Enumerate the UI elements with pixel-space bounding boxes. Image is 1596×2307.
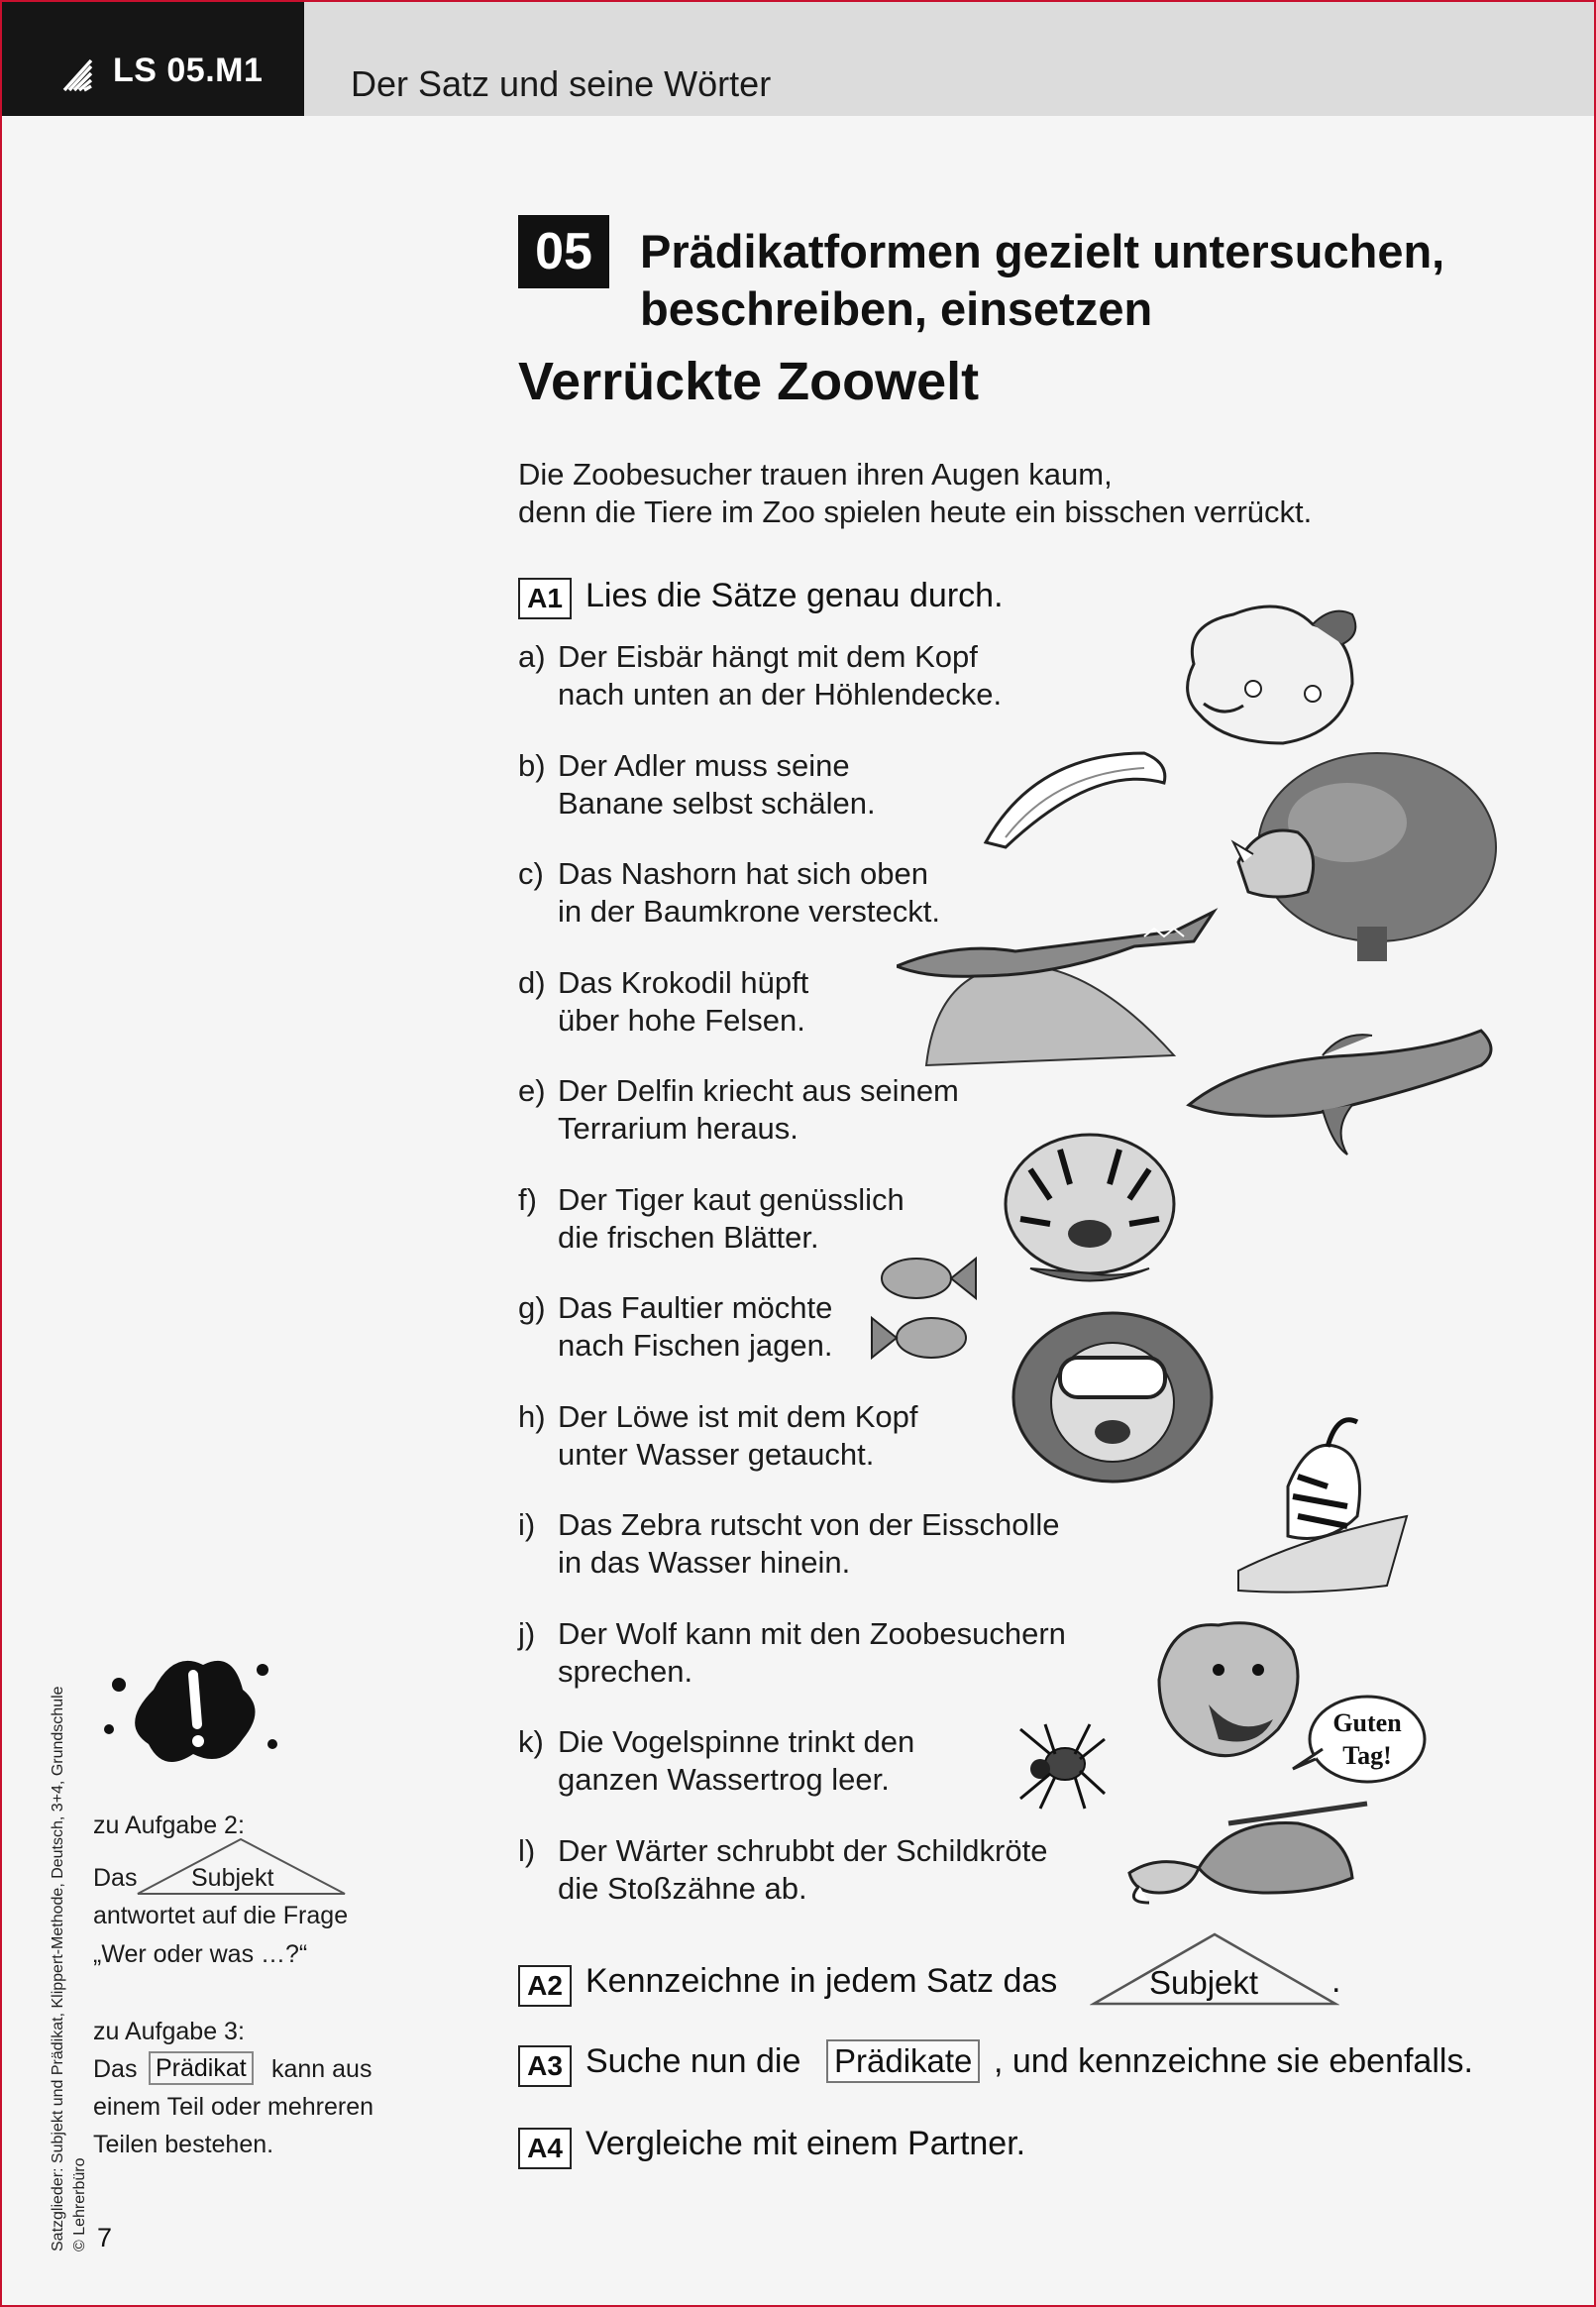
sentence-letter: f) (518, 1182, 537, 1217)
spiral-logo-icon (61, 56, 97, 94)
zebra-on-ice-illustration (1228, 1397, 1427, 1600)
banana-illustration (976, 743, 1174, 852)
sentence-line1: Der Wolf kann mit den Zoobesuchern (558, 1616, 1066, 1651)
intro-line1: Die Zoobesucher trauen ihren Augen kaum, (518, 457, 1113, 492)
speech-bubble-line2: Tag! (1342, 1741, 1392, 1770)
credit-line2: © Lehrerbüro (71, 2157, 88, 2252)
task-a4-text: Vergleiche mit einem Partner. (585, 2125, 1026, 2162)
task-a2-subject-word: Subjekt (1149, 1964, 1259, 2001)
sentence-letter: c) (518, 856, 544, 891)
hint2-line2: einem Teil oder mehreren (93, 2093, 374, 2121)
sentence-letter: j) (518, 1616, 536, 1651)
sentence-line1: Der Löwe ist mit dem Kopf (558, 1399, 918, 1434)
exclamation-splash-icon (94, 1630, 287, 1779)
task-a2-end: . (1331, 1962, 1341, 2000)
task-a3-label: A3 (518, 2045, 572, 2087)
sentence-line1: Der Delfin kriecht aus seinem (558, 1073, 959, 1108)
hint2-pre: Das (93, 2055, 138, 2083)
sentence-line2: sprechen. (558, 1654, 693, 1689)
header-title: Der Satz und seine Wörter (351, 63, 772, 104)
badge-label: LS 05.M1 (113, 52, 264, 89)
dolphin-illustration (1184, 1006, 1501, 1159)
lesson-title-line2: beschreiben, einsetzen (640, 282, 1153, 335)
sentence-letter: b) (518, 748, 546, 783)
hint1-line2: antwortet auf die Frage (93, 1902, 349, 1929)
spider-illustration (1011, 1719, 1110, 1813)
task-a2-label: A2 (518, 1965, 572, 2007)
sentence-line1: Der Eisbär hängt mit dem Kopf (558, 639, 978, 674)
page-number: 7 (97, 2223, 113, 2252)
sentence-line2: die frischen Blätter. (558, 1220, 819, 1255)
sentence-line2: Terrarium heraus. (558, 1111, 798, 1146)
sentence-line2: ganzen Wassertrog leer. (558, 1762, 890, 1797)
copyright-credit (48, 1686, 91, 2252)
sentence-line2: unter Wasser getaucht. (558, 1437, 875, 1472)
sentence-line2: die Stoßzähne ab. (558, 1871, 807, 1906)
sentence-line1: Der Wärter schrubbt der Schildkröte (558, 1833, 1048, 1868)
sentence-line2: in das Wasser hinein. (558, 1545, 851, 1580)
sentence-line2: in der Baumkrone versteckt. (558, 894, 940, 929)
tiger-illustration (991, 1130, 1189, 1288)
lion-with-snorkel-illustration (1006, 1298, 1219, 1486)
lesson-number: 05 (518, 215, 609, 288)
fish-illustration (862, 1239, 1001, 1377)
sentence-letter: i) (518, 1507, 536, 1542)
task-a3-praedikat-box: Prädikate (826, 2039, 980, 2083)
sentence-line2: über hohe Felsen. (558, 1003, 805, 1038)
sentence-line2: Banane selbst schälen. (558, 786, 876, 821)
hint2-post: kann aus (271, 2055, 372, 2083)
hint1-title: zu Aufgabe 2: (93, 1812, 245, 1839)
sentence-letter: a) (518, 639, 546, 674)
sentence-line1: Das Krokodil hüpft (558, 965, 809, 1000)
sentence-line2: nach unten an der Höhlendecke. (558, 677, 1003, 712)
credit-line1: Satzglieder: Subjekt und Prädikat, Klippert-Methode, Deutsch, 3+4, Grundschule (50, 1686, 66, 2252)
sentence-line1: Der Tiger kaut genüsslich (558, 1182, 904, 1217)
task-a1-label: A1 (518, 578, 572, 619)
sentence-line1: Das Zebra rutscht von der Eisscholle (558, 1507, 1060, 1542)
crocodile-on-rock-illustration (897, 907, 1224, 1070)
wolf-illustration (1149, 1610, 1432, 1789)
sentence-line1: Das Nashorn hat sich oben (558, 856, 928, 891)
lesson-subtitle: Verrückte Zoowelt (518, 352, 980, 411)
hint2-praedikat-box: Prädikat (149, 2051, 254, 2085)
rhino-in-tree-illustration (1228, 743, 1501, 961)
speech-bubble-line1: Guten (1332, 1708, 1402, 1737)
hint1-pre: Das (93, 1864, 138, 1892)
sentence-letter: g) (518, 1290, 546, 1325)
hint2-title: zu Aufgabe 3: (93, 2018, 245, 2045)
hint1-subject-word: Subjekt (191, 1864, 274, 1892)
intro-line2: denn die Tiere im Zoo spielen heute ein bisschen verrückt. (518, 494, 1313, 529)
hint2-line3: Teilen bestehen. (93, 2131, 274, 2158)
task-a2-text: Kennzeichne in jedem Satz das (585, 1962, 1058, 2000)
sentence-line2: nach Fischen jagen. (558, 1328, 833, 1363)
polar-bear-illustration (1164, 595, 1367, 753)
sentence-line1: Das Faultier möchte (558, 1290, 833, 1325)
sentence-letter: d) (518, 965, 546, 1000)
tortoise-illustration (1119, 1799, 1377, 1922)
sentence-letter: l) (518, 1833, 536, 1868)
hint1-line3: „Wer oder was …?“ (93, 1940, 308, 1968)
sentence-letter: k) (518, 1724, 544, 1759)
sentence-letter: e) (518, 1073, 546, 1108)
task-a4-label: A4 (518, 2128, 572, 2169)
sentence-line1: Die Vogelspinne trinkt den (558, 1724, 915, 1759)
lesson-title-line1: Prädikatformen gezielt untersuchen, (640, 225, 1445, 277)
sentence-letter: h) (518, 1399, 546, 1434)
lesson-badge (2, 2, 304, 116)
sentence-line1: Der Adler muss seine (558, 748, 850, 783)
task-a1-text: Lies die Sätze genau durch. (585, 577, 1004, 614)
task-a3-pre: Suche nun die (585, 2042, 801, 2080)
task-a3-post: , und kennzeichne sie ebenfalls. (994, 2042, 1473, 2080)
